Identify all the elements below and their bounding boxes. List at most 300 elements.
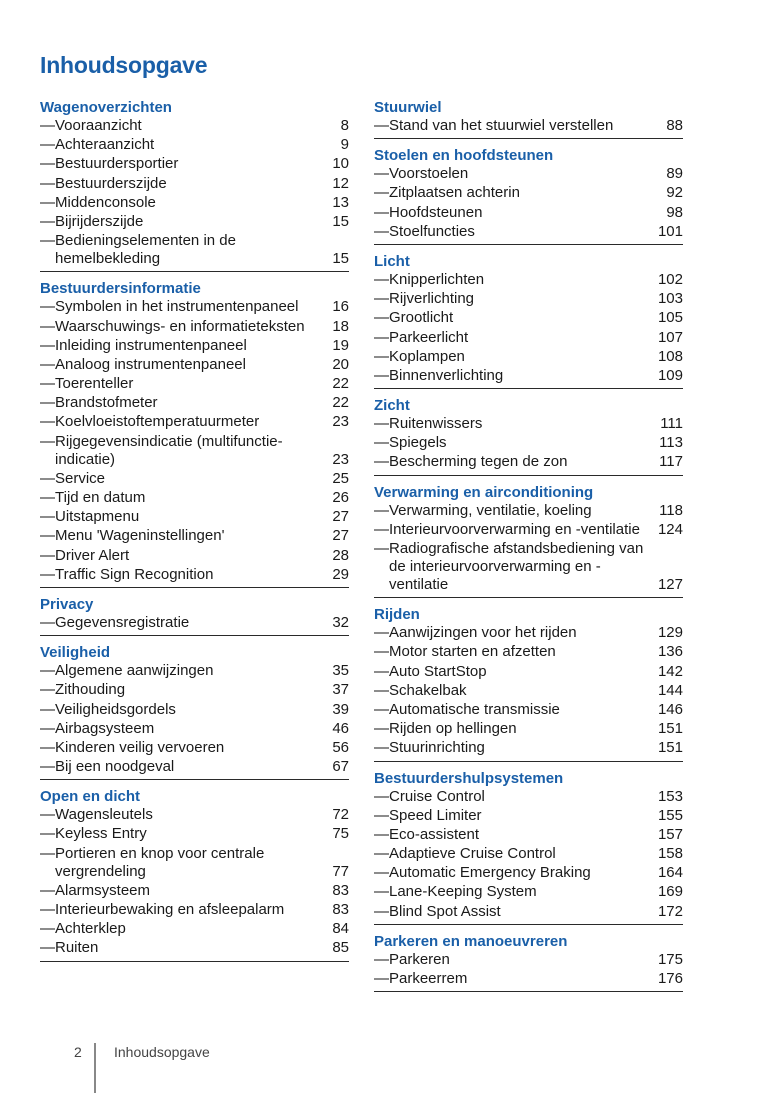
entry-page-number: 113 [659, 434, 683, 452]
entry-label: Uitstapmenu [55, 508, 140, 526]
toc-entry[interactable] [374, 453, 683, 471]
entry-label: Eco-assistent [389, 825, 480, 843]
entry-label: Service [55, 469, 106, 487]
toc-entry[interactable] [374, 739, 683, 757]
entry-page-number: 10 [332, 155, 349, 173]
entry-label: Interieurbewaking en afsleepalarm [55, 901, 285, 918]
toc-entry[interactable] [40, 298, 349, 316]
entry-label: Bedieningselementen in de hemelbekleding [55, 232, 236, 268]
entry-page-number: 176 [657, 970, 683, 987]
entry-page-number: 151 [657, 739, 683, 757]
entry-dash: — [40, 117, 55, 134]
entry-page-number: 157 [657, 825, 683, 843]
toc-entry[interactable] [40, 433, 349, 469]
toc-entry[interactable] [374, 223, 683, 241]
entry-dash: — [374, 203, 389, 221]
entry-label: Zitplaatsen achterin [389, 184, 520, 202]
entry-dash: — [374, 165, 389, 183]
entry-page-number: 56 [332, 738, 349, 756]
toc-entry[interactable] [40, 806, 349, 824]
entry-page-number: 101 [657, 222, 683, 240]
toc-entry[interactable] [374, 117, 683, 135]
entry-dash: — [374, 806, 389, 824]
entry-dash: — [40, 939, 55, 957]
footer-divider [94, 1043, 96, 1093]
toc-entry[interactable] [40, 720, 349, 738]
entry-dash: — [374, 270, 389, 288]
entry-page-number: 25 [332, 469, 349, 487]
toc-entry[interactable] [374, 970, 683, 988]
section-title[interactable]: Zicht [374, 397, 410, 415]
entry-label: Koplampen [389, 347, 465, 365]
entry-dash: — [374, 540, 389, 557]
entry-page-number: 84 [332, 920, 349, 938]
entry-label: Veiligheidsgordels [55, 700, 176, 718]
entry-dash: — [40, 806, 55, 824]
entry-page-number: 27 [332, 527, 349, 545]
entry-label: Ruiten [55, 939, 99, 957]
toc-entry[interactable] [40, 394, 349, 412]
toc-entry[interactable] [374, 643, 683, 661]
entry-dash: — [374, 434, 389, 452]
entry-label: Achteraanzicht [55, 136, 155, 154]
entry-label: Parkeerrem [389, 970, 468, 987]
entry-page-number: 153 [657, 787, 683, 805]
entry-page-number: 8 [340, 117, 349, 134]
entry-label: Stand van het stuurwiel verstellen [389, 117, 614, 134]
entry-page-number: 15 [332, 250, 349, 268]
entry-dash: — [40, 469, 55, 487]
entry-dash: — [374, 720, 389, 738]
entry-label: Adaptieve Cruise Control [389, 845, 556, 863]
toc-section [40, 643, 349, 780]
entry-label: Gegevensregistratie [55, 613, 190, 631]
toc-entry[interactable] [40, 508, 349, 526]
entry-label: Algemene aanwijzingen [55, 662, 214, 680]
entry-dash: — [40, 613, 55, 631]
footer-page-number: 2 [74, 1044, 82, 1060]
entry-dash: — [40, 317, 55, 335]
entry-page-number: 32 [332, 613, 349, 631]
toc-entry[interactable] [40, 470, 349, 488]
entry-page-number: 108 [657, 347, 683, 365]
entry-page-number: 142 [657, 662, 683, 680]
entry-page-number: 169 [657, 883, 683, 901]
entry-dash: — [40, 174, 55, 192]
toc-entry[interactable] [374, 309, 683, 327]
toc-entry[interactable] [40, 662, 349, 680]
entry-dash: — [374, 970, 389, 987]
entry-page-number: 23 [332, 413, 349, 431]
entry-label: Bijrijderszijde [55, 212, 144, 230]
entry-page-number: 83 [332, 901, 349, 918]
entry-label: Ruitenwissers [389, 415, 483, 433]
toc-entry[interactable] [374, 540, 683, 594]
entry-label: Auto StartStop [389, 662, 487, 680]
toc-entry[interactable] [374, 903, 683, 921]
entry-dash: — [40, 193, 55, 211]
entry-page-number: 39 [332, 700, 349, 718]
toc-left-column [40, 98, 349, 969]
entry-dash: — [374, 825, 389, 843]
entry-label: Lane-Keeping System [389, 883, 537, 901]
entry-label: Bestuurdersportier [55, 155, 179, 173]
entry-page-number: 23 [332, 450, 349, 468]
entry-page-number: 151 [657, 720, 683, 738]
section-title[interactable]: Open en dicht [40, 788, 141, 806]
entry-label: Alarmsysteem [55, 881, 151, 899]
entry-label: Kinderen veilig vervoeren [55, 738, 225, 756]
entry-label: Motor starten en afzetten [389, 643, 556, 661]
entry-page-number: 22 [332, 375, 349, 393]
entry-dash: — [40, 681, 55, 699]
toc-entry[interactable] [374, 788, 683, 806]
entry-page-number: 164 [657, 864, 683, 882]
entry-page-number: 146 [657, 700, 683, 718]
toc-section [374, 396, 683, 476]
entry-page-number: 29 [332, 565, 349, 583]
entry-page-number: 83 [332, 881, 349, 899]
toc-entry[interactable] [40, 375, 349, 393]
toc-entry[interactable] [374, 682, 683, 700]
entry-page-number: 16 [332, 298, 349, 316]
entry-page-number: 9 [340, 136, 349, 154]
entry-label: Grootlicht [389, 309, 454, 327]
entry-dash: — [374, 624, 389, 642]
entry-dash: — [374, 328, 389, 346]
toc-entry[interactable] [374, 271, 683, 289]
footer-label: Inhoudsopgave [114, 1044, 210, 1060]
entry-page-number: 35 [332, 662, 349, 680]
entry-label: Rijverlichting [389, 290, 475, 308]
entry-label: Tijd en datum [55, 489, 146, 506]
entry-dash: — [374, 184, 389, 202]
entry-dash: — [40, 355, 55, 373]
entry-dash: — [374, 520, 389, 538]
entry-label: Waarschuwings- en informatieteksten [55, 317, 305, 335]
entry-label: Wagensleutels [55, 806, 153, 824]
toc-entry[interactable] [40, 614, 349, 632]
entry-label: Koelvloeistoftemperatuurmeter [55, 413, 260, 431]
toc-entry[interactable] [374, 951, 683, 969]
entry-label: Middenconsole [55, 193, 156, 211]
entry-page-number: 124 [657, 520, 683, 538]
section-title[interactable]: Privacy [40, 595, 94, 613]
entry-page-number: 46 [332, 719, 349, 737]
entry-dash: — [40, 375, 55, 393]
entry-label: Radiografische afstandsbediening van de interieurvoorverwarming en -ventilatie [389, 540, 644, 593]
entry-page-number: 175 [657, 950, 683, 968]
entry-label: Keyless Entry [55, 825, 147, 843]
entry-page-number: 98 [666, 203, 683, 221]
toc-section [374, 98, 683, 139]
entry-dash: — [374, 643, 389, 661]
entry-dash: — [40, 527, 55, 545]
toc-section [374, 252, 683, 389]
toc-entry[interactable] [374, 165, 683, 183]
entry-page-number: 28 [332, 546, 349, 564]
toc-section [374, 769, 683, 925]
toc-entry[interactable] [40, 845, 349, 881]
entry-page-number: 172 [657, 902, 683, 920]
entry-page-number: 13 [332, 193, 349, 211]
entry-label: Knipperlichten [389, 270, 485, 288]
entry-label: Automatische transmissie [389, 700, 560, 718]
entry-label: Spiegels [389, 434, 447, 452]
toc-entry[interactable] [40, 527, 349, 545]
toc-entry[interactable] [374, 348, 683, 366]
entry-dash: — [40, 738, 55, 756]
entry-label: Inleiding instrumentenpaneel [55, 336, 247, 354]
entry-label: Speed Limiter [389, 806, 482, 824]
entry-page-number: 85 [332, 939, 349, 957]
toc-entry[interactable] [40, 882, 349, 900]
toc-entry[interactable] [374, 720, 683, 738]
toc-entry[interactable] [40, 213, 349, 231]
entry-label: Binnenverlichting [389, 366, 504, 384]
entry-page-number: 18 [332, 317, 349, 335]
toc-entry[interactable] [40, 318, 349, 336]
toc-section [374, 483, 683, 599]
entry-dash: — [40, 825, 55, 843]
entry-label: Blind Spot Assist [389, 902, 501, 920]
toc-entry[interactable] [40, 701, 349, 719]
entry-dash: — [374, 739, 389, 757]
toc-entry[interactable] [40, 136, 349, 154]
entry-label: Rijgegevensindicatie (multifunctie-indicatie) [55, 432, 283, 468]
page-title: Inhoudsopgave [40, 52, 208, 78]
toc-entry[interactable] [40, 232, 349, 268]
section-title[interactable]: Wagenoverzichten [40, 99, 172, 116]
entry-dash: — [40, 336, 55, 354]
toc-section [40, 98, 349, 272]
entry-dash: — [40, 881, 55, 899]
toc-entry[interactable] [374, 883, 683, 901]
toc-entry[interactable] [40, 825, 349, 843]
entry-dash: — [374, 845, 389, 863]
entry-page-number: 136 [657, 643, 683, 661]
entry-label: Aanwijzingen voor het rijden [389, 624, 577, 642]
entry-label: Brandstofmeter [55, 394, 158, 412]
toc-entry[interactable] [40, 939, 349, 957]
entry-dash: — [40, 136, 55, 154]
entry-dash: — [374, 883, 389, 901]
entry-page-number: 127 [657, 576, 683, 593]
entry-label: Zithouding [55, 681, 126, 699]
entry-label: Schakelbak [389, 681, 467, 699]
section-title[interactable]: Licht [374, 252, 410, 270]
toc-entry[interactable] [374, 502, 683, 520]
entry-label: Symbolen in het instrumentenpaneel [55, 298, 299, 316]
toc-entry[interactable] [374, 329, 683, 347]
entry-page-number: 129 [657, 624, 683, 642]
entry-page-number: 67 [332, 758, 349, 776]
toc-entry[interactable] [374, 415, 683, 433]
entry-label: Interieurvoorverwarming en -ventilatie [389, 520, 640, 538]
entry-dash: — [40, 413, 55, 431]
entry-page-number: 111 [660, 415, 683, 433]
entry-dash: — [374, 117, 389, 134]
entry-page-number: 158 [657, 845, 683, 863]
entry-dash: — [374, 787, 389, 805]
section-title[interactable]: Stuurwiel [374, 99, 442, 116]
entry-dash: — [374, 902, 389, 920]
toc-entry[interactable] [40, 356, 349, 374]
entry-dash: — [374, 700, 389, 718]
entry-page-number: 77 [332, 862, 349, 880]
toc-entry[interactable] [40, 739, 349, 757]
entry-label: Cruise Control [389, 787, 485, 805]
entry-dash: — [40, 700, 55, 718]
entry-dash: — [40, 844, 55, 862]
entry-dash: — [40, 298, 55, 316]
entry-page-number: 92 [666, 184, 683, 202]
toc-entry[interactable] [374, 624, 683, 642]
entry-dash: — [40, 758, 55, 776]
toc-entry[interactable] [374, 290, 683, 308]
toc-entry[interactable] [40, 681, 349, 699]
toc-entry[interactable] [374, 864, 683, 882]
entry-page-number: 102 [657, 270, 683, 288]
entry-page-number: 89 [666, 165, 683, 183]
entry-dash: — [374, 347, 389, 365]
toc-entry[interactable] [40, 758, 349, 776]
entry-label: Analoog instrumentenpaneel [55, 355, 246, 373]
entry-label: Hoofdsteunen [389, 203, 483, 221]
entry-page-number: 26 [332, 489, 349, 506]
entry-page-number: 144 [657, 681, 683, 699]
entry-page-number: 117 [659, 453, 683, 471]
toc-entry[interactable] [40, 117, 349, 135]
toc-entry[interactable] [374, 701, 683, 719]
entry-label: Stoelfuncties [389, 222, 475, 240]
entry-dash: — [374, 950, 389, 968]
entry-dash: — [40, 719, 55, 737]
entry-page-number: 12 [332, 174, 349, 192]
toc-section [374, 932, 683, 992]
entry-page-number: 19 [332, 336, 349, 354]
entry-dash: — [40, 565, 55, 583]
toc-entry[interactable] [40, 566, 349, 584]
toc-entry[interactable] [374, 663, 683, 681]
entry-label: Achterklep [55, 920, 126, 938]
entry-label: Traffic Sign Recognition [55, 565, 214, 583]
entry-dash: — [374, 453, 389, 471]
entry-label: Verwarming, ventilatie, koeling [389, 501, 592, 519]
toc-section [40, 595, 349, 636]
entry-label: Stuurinrichting [389, 739, 485, 757]
entry-label: Portieren en knop voor centrale vergrendeling [55, 844, 265, 880]
toc-entry[interactable] [40, 194, 349, 212]
section-title[interactable]: Rijden [374, 606, 420, 624]
toc-entry[interactable] [40, 489, 349, 507]
entry-dash: — [40, 508, 55, 526]
toc-section [374, 605, 683, 761]
entry-page-number: 118 [659, 501, 683, 519]
entry-label: Automatic Emergency Braking [389, 864, 591, 882]
toc-entry[interactable] [40, 901, 349, 919]
toc-entry[interactable] [374, 434, 683, 452]
toc-entry[interactable] [40, 413, 349, 431]
entry-label: Bescherming tegen de zon [389, 453, 568, 471]
entry-dash: — [374, 309, 389, 327]
toc-section [40, 279, 349, 588]
entry-label: Parkeerlicht [389, 328, 469, 346]
toc-entry[interactable] [374, 845, 683, 863]
entry-page-number: 15 [332, 212, 349, 230]
entry-dash: — [374, 415, 389, 433]
toc-entry[interactable] [40, 547, 349, 565]
entry-dash: — [374, 864, 389, 882]
toc-entry[interactable] [374, 521, 683, 539]
entry-page-number: 88 [666, 117, 683, 134]
toc-entry[interactable] [374, 204, 683, 222]
entry-dash: — [40, 432, 55, 450]
entry-label: Parkeren [389, 950, 450, 968]
entry-dash: — [374, 662, 389, 680]
entry-label: Bestuurderszijde [55, 174, 167, 192]
entry-dash: — [374, 681, 389, 699]
entry-label: Voorstoelen [389, 165, 469, 183]
entry-dash: — [374, 501, 389, 519]
toc-section [40, 787, 349, 961]
entry-page-number: 75 [332, 825, 349, 843]
toc-entry[interactable] [374, 367, 683, 385]
section-title[interactable]: Bestuurdersinformatie [40, 280, 201, 298]
toc-entry[interactable] [374, 184, 683, 202]
section-title[interactable]: Verwarming en airconditioning [374, 483, 594, 501]
section-title[interactable]: Veiligheid [40, 644, 111, 662]
entry-page-number: 22 [332, 394, 349, 412]
toc-right-column [374, 98, 683, 999]
entry-dash: — [374, 290, 389, 308]
entry-label: Driver Alert [55, 546, 130, 564]
entry-label: Vooraanzicht [55, 117, 142, 134]
toc-entry[interactable] [374, 826, 683, 844]
entry-page-number: 107 [657, 328, 683, 346]
entry-label: Rijden op hellingen [389, 720, 517, 738]
entry-dash: — [40, 662, 55, 680]
section-title[interactable]: Stoelen en hoofdsteunen [374, 147, 554, 165]
toc-entry[interactable] [40, 920, 349, 938]
toc-entry[interactable] [40, 155, 349, 173]
entry-dash: — [40, 920, 55, 938]
section-title[interactable]: Bestuurdershulpsystemen [374, 769, 564, 787]
entry-dash: — [374, 222, 389, 240]
entry-page-number: 72 [332, 806, 349, 824]
entry-page-number: 37 [332, 681, 349, 699]
entry-page-number: 105 [657, 309, 683, 327]
entry-page-number: 20 [332, 355, 349, 373]
entry-dash: — [40, 232, 55, 250]
toc-section [374, 146, 683, 245]
toc-entry[interactable] [40, 337, 349, 355]
toc-entry[interactable] [40, 175, 349, 193]
entry-label: Menu 'Wageninstellingen' [55, 527, 225, 545]
entry-label: Bij een noodgeval [55, 758, 175, 776]
entry-label: Airbagsysteem [55, 719, 155, 737]
entry-dash: — [40, 546, 55, 564]
entry-label: Toerenteller [55, 375, 134, 393]
entry-dash: — [40, 212, 55, 230]
section-title[interactable]: Parkeren en manoeuvreren [374, 932, 568, 950]
entry-page-number: 109 [657, 366, 683, 384]
entry-page-number: 27 [332, 508, 349, 526]
toc-entry[interactable] [374, 807, 683, 825]
entry-dash: — [40, 489, 55, 506]
entry-page-number: 155 [657, 806, 683, 824]
entry-dash: — [40, 901, 55, 918]
